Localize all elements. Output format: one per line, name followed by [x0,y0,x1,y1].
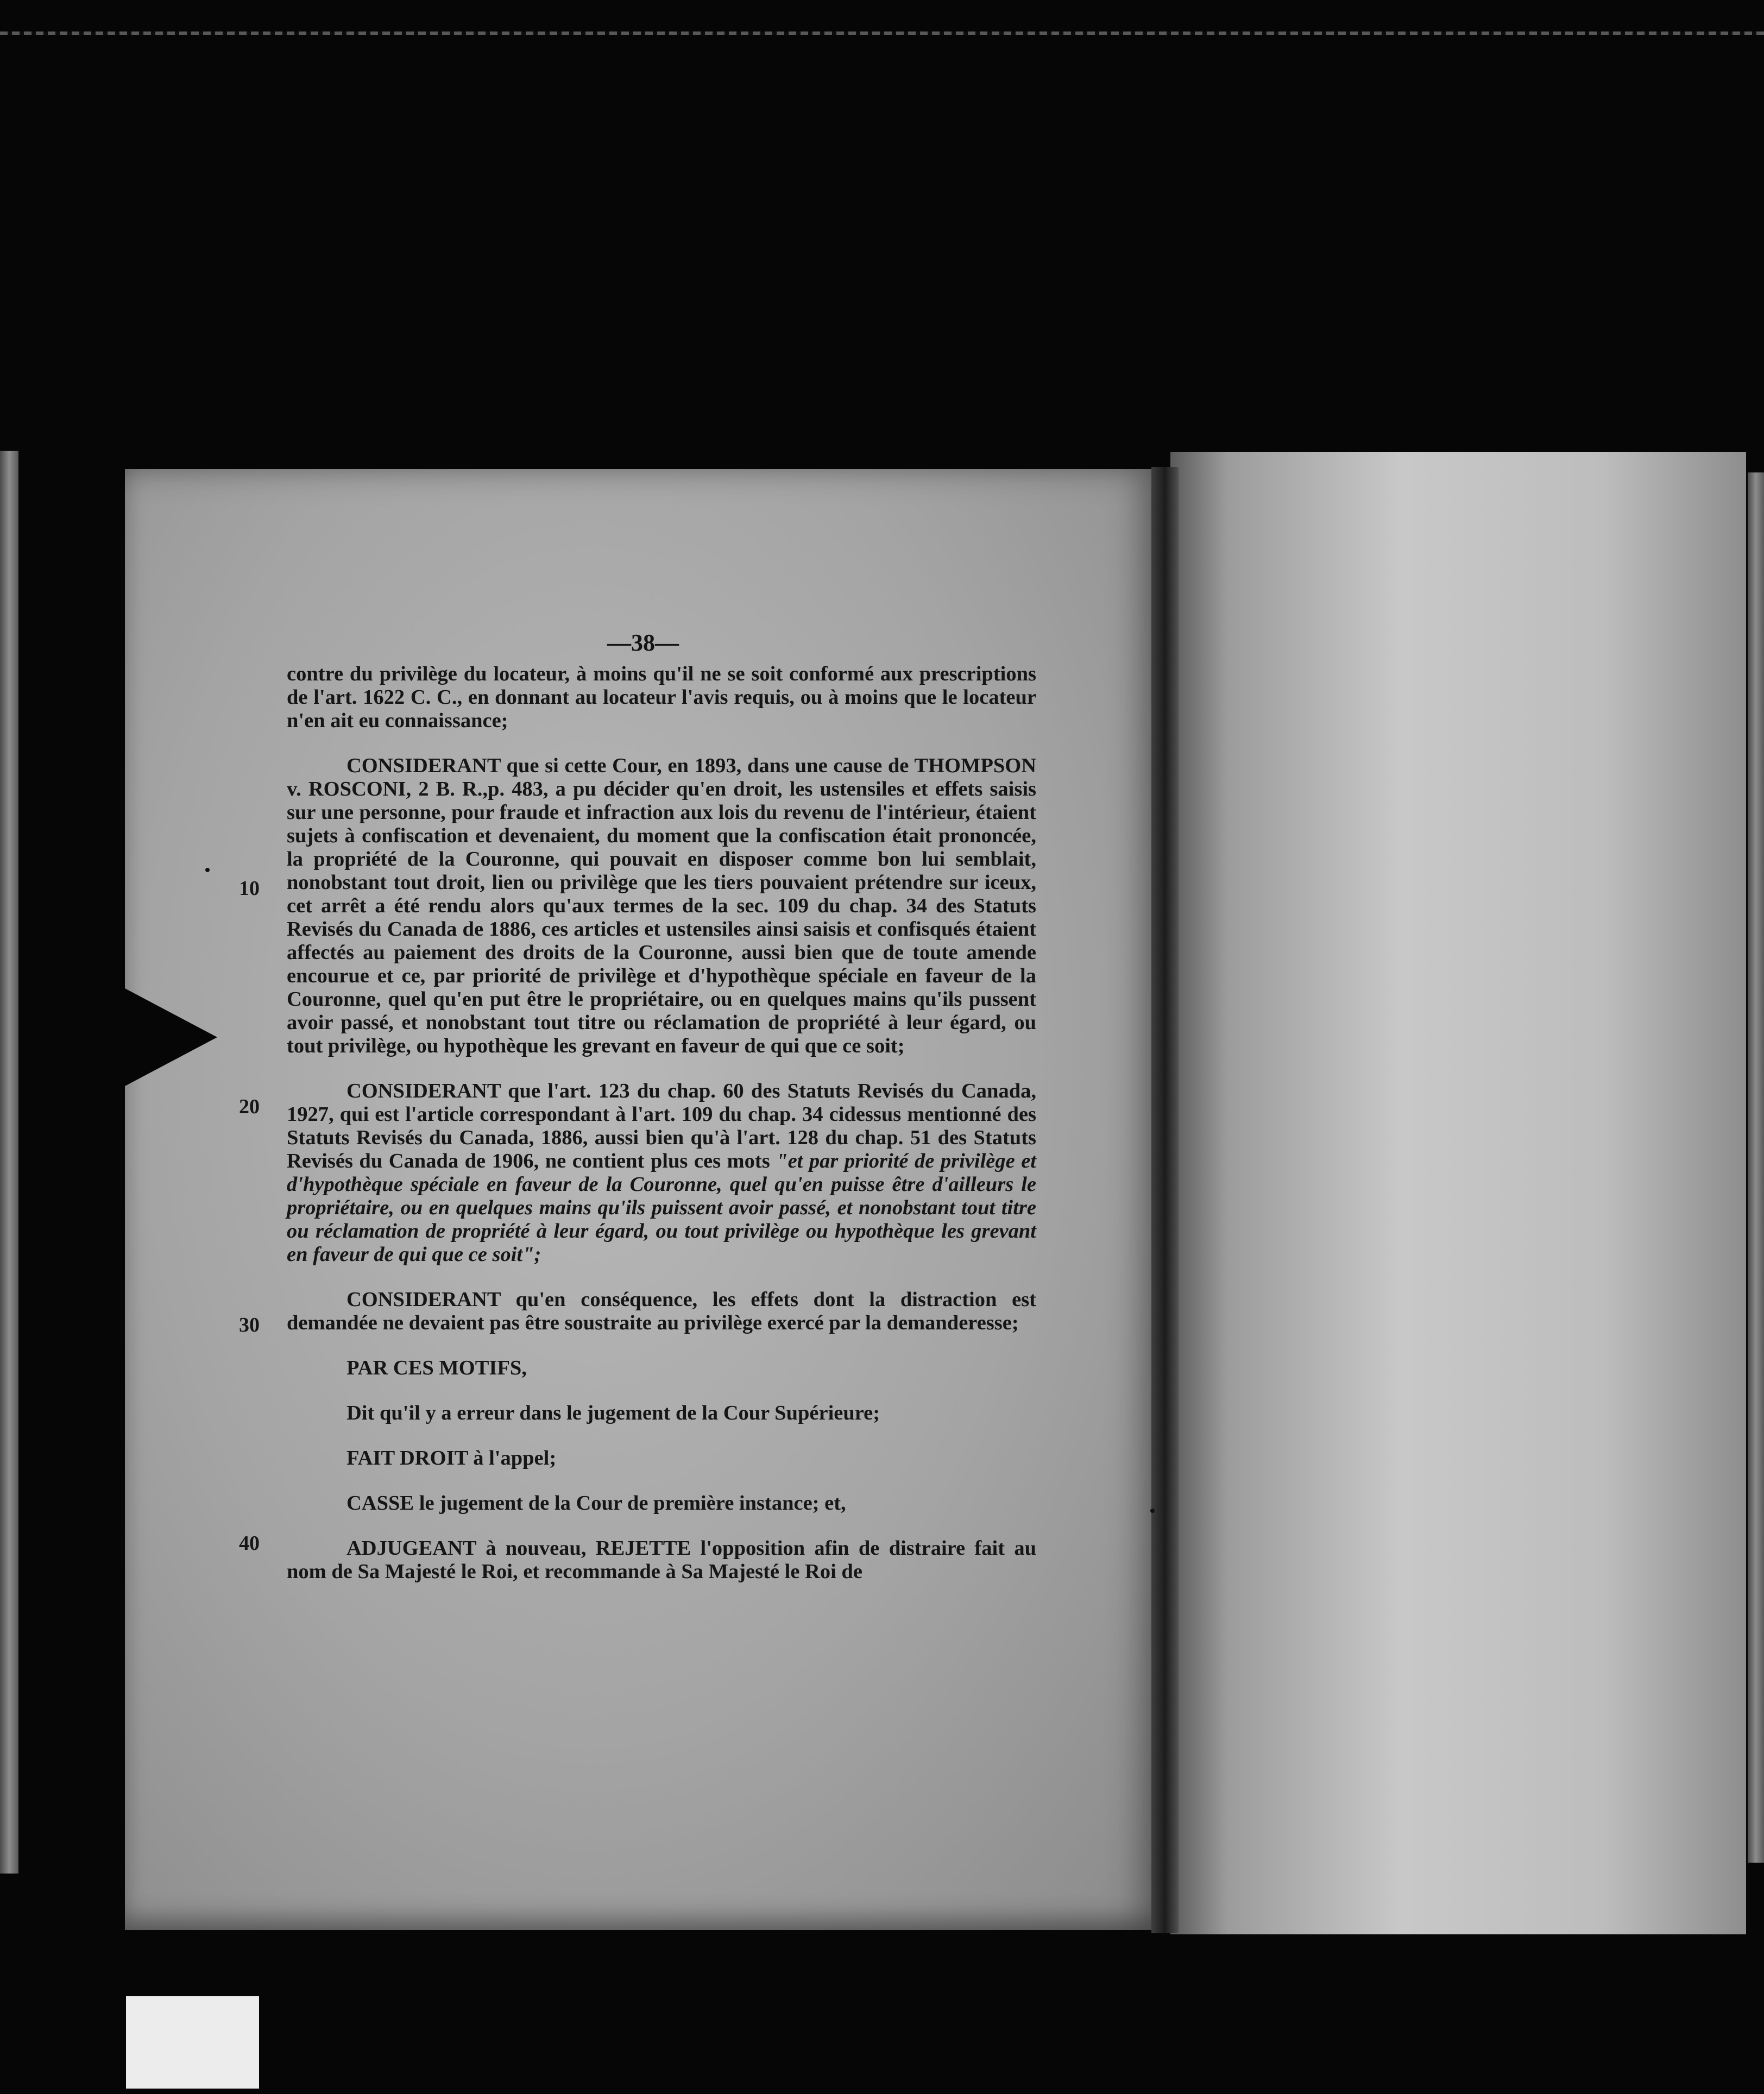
paragraph-9 [287,1537,1036,1584]
adjacent-page-left-edge [0,451,18,1874]
paragraph-2 [287,754,1036,1058]
par-ces-motifs: PAR CES MOTIFS, [346,1357,527,1379]
paragraph-2-rest: 2 B. R.,p. 483, a pu décider qu'en droit, les ustensiles et effets saisis sur une personne, pour fraude et infraction aux lois du revenu de l'intérieur, étaient sujets à confiscation et devenaient, du moment que la confiscation était prononcée, la propriété de la Couronne, qui pouvait en disposer comme bon lui semblait, nonobstant tout droit, lien ou privilège que les tiers pouvaient prétendre sur iceux, cet arrêt a été rendu alors qu'aux termes de la sec. 109 du chap. 34 des Statuts Revisés du Canada de 1886, ces articles et ustensiles ainsi saisis et confisqués étaient affectés au paiement des droits de la Couronne, aussi bien que de toute amende encourue et ce, par priorité de privilège et d'hypothèque spéciale en faveur de la Couronne, quel qu'en put être le propriétaire, ou en quelques mains qu'ils pussent avoir passé, et nonobstant tout titre ou réclamation de propriété à leur égard, ou tout privilège, ou hypothèque les grevant en faveur de qui que ce soit; [287,778,1036,1057]
case-citation: THOMPSON v. ROSCONI, [287,754,1036,800]
line-number: 40 [239,1532,260,1555]
considerant-heading: CONSIDERANT [346,1288,501,1311]
paragraph-3 [287,1080,1036,1266]
paragraph-6: Dit qu'il y a erreur dans le jugement de la Cour Supérieure; [346,1402,880,1424]
paragraph-8-body: le jugement de la Cour de première instance; et, [414,1492,846,1515]
paragraph-4 [287,1288,1036,1335]
casse-heading: CASSE [346,1492,414,1515]
line-number: 10 [239,877,260,900]
book-gutter [1151,467,1179,1933]
film-edge [0,31,1764,35]
paragraph-9-body: l'opposition afin de distraire fait au nom de Sa Majesté le Roi, et recommande à Sa Majesté le Roi de [287,1537,1036,1583]
paragraph-9-mid: à nouveau, [476,1537,596,1560]
paragraph-2-body: que si cette Cour, en 1893, dans une cause de [500,754,915,777]
judgment-text [287,663,1036,1605]
adjacent-page-right-edge [1748,472,1764,1863]
paragraph-1: contre du privilège du locateur, à moins qu'il ne se soit conformé aux prescriptions de l'art. 1622 C. C., en donnant au locateur l'avis requis, ou à moins que le locateur n'en ait eu connaissance; [287,663,1036,732]
speck [1150,1509,1155,1513]
paragraph-3-body: que l'art. 123 du chap. 60 des Statuts Revisés du Canada, 1927, qui est l'article correspondant à l'art. 109 du chap. 34 cidessus mentionné des Statuts Revisés du Canada, 1886, aussi bien qu'à l'art. 128 du chap. 51 des Statuts Revisés du Canada de 1906, ne contient plus ces mots [287,1080,1036,1172]
page-number: —38— [607,629,679,656]
quoted-statute: "et par priorité de privilège et d'hypothèque spéciale en faveur de la Couronne, quel qu'en puisse être d'ailleurs le propriétaire, ou en quelques mains qu'ils puissent avoir passé, et nonobstant tout titre ou réclamation de propriété à leur égard, ou tout privilège ou hypothèque les grevant en faveur de qui que ce soit"; [287,1150,1036,1266]
paragraph-7-body: à l'appel; [468,1447,557,1469]
paragraph-4-body: qu'en conséquence, les effets dont la distraction est demandée ne devaient pas être soustraite au privilège exercé par la demanderesse; [287,1288,1036,1334]
speck [205,868,210,872]
paragraph-7 [346,1447,1036,1470]
fait-droit-heading: FAIT DROIT [346,1447,468,1469]
considerant-heading: CONSIDERANT [346,754,501,777]
adjugeant-heading: ADJUGEANT [346,1537,476,1560]
right-page-blank [1170,452,1746,1934]
page-tab-notch [125,988,217,1086]
line-number: 30 [239,1314,260,1336]
rejette-heading: REJETTE [595,1537,691,1560]
film-label [126,1996,259,2089]
considerant-heading: CONSIDERANT [346,1080,501,1102]
line-number: 20 [239,1095,260,1118]
paragraph-8 [346,1492,1036,1515]
